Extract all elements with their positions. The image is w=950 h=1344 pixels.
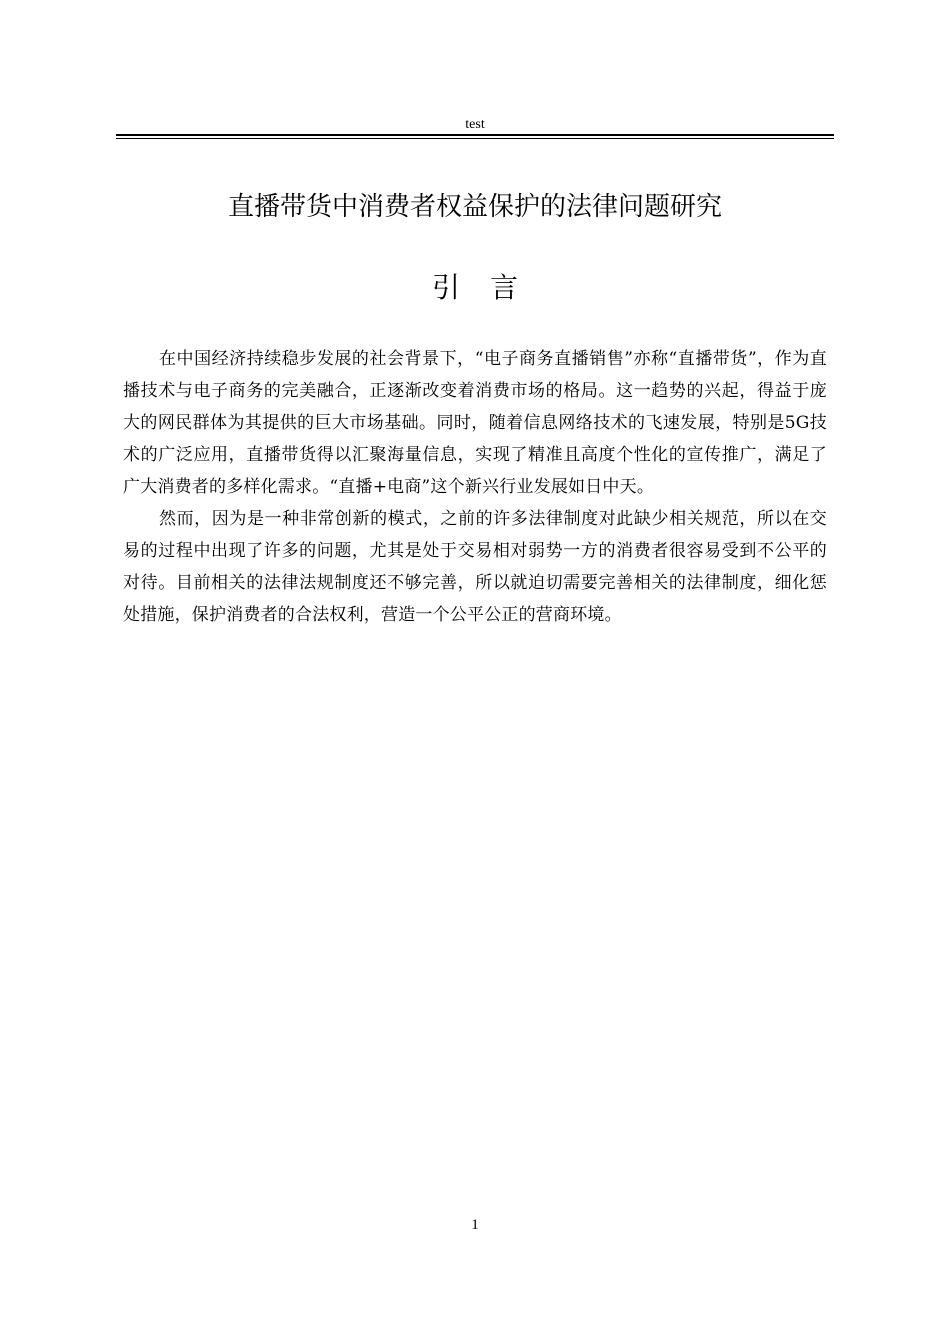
section-heading: 引言 <box>431 271 548 304</box>
document-title: 直播带货中消费者权益保护的法律问题研究 <box>227 192 722 222</box>
body-text <box>123 343 827 631</box>
header-rule-thin <box>116 138 834 139</box>
page-number: 1 <box>471 1217 479 1233</box>
paragraph-2: 然而，因为是一种非常创新的模式，之前的许多法律制度对此缺少相关规范，所以在交易的过程中出现了许多的问题，尤其是处于交易相对弱势一方的消费者很容易受到不公平的对待。目前相关的法律法规制度还不够完善，所以就迫切需要完善相关的法律制度，细化惩处措施，保护消费者的合法权利，营造一个公平公正的营商环境。 <box>123 509 827 625</box>
paragraph-1: 在中国经济持续稳步发展的社会背景下，“电子商务直播销售”亦称“直播带货”，作为直播技术与电子商务的完美融合，正逐渐改变着消费市场的格局。这一趋势的兴起，得益于庞大的网民群体为其提供的巨大市场基础。同时，随着信息网络技术的飞速发展，特别是5G技术的广泛应用，直播带货得以汇聚海量信息，实现了精准且高度个性化的宣传推广，满足了广大消费者的多样化需求。“直播+电商”这个新兴行业发展如日中天。 <box>123 349 827 497</box>
header-double-rule <box>116 134 834 140</box>
header-rule-thick <box>116 134 834 136</box>
running-header: test <box>465 117 485 132</box>
